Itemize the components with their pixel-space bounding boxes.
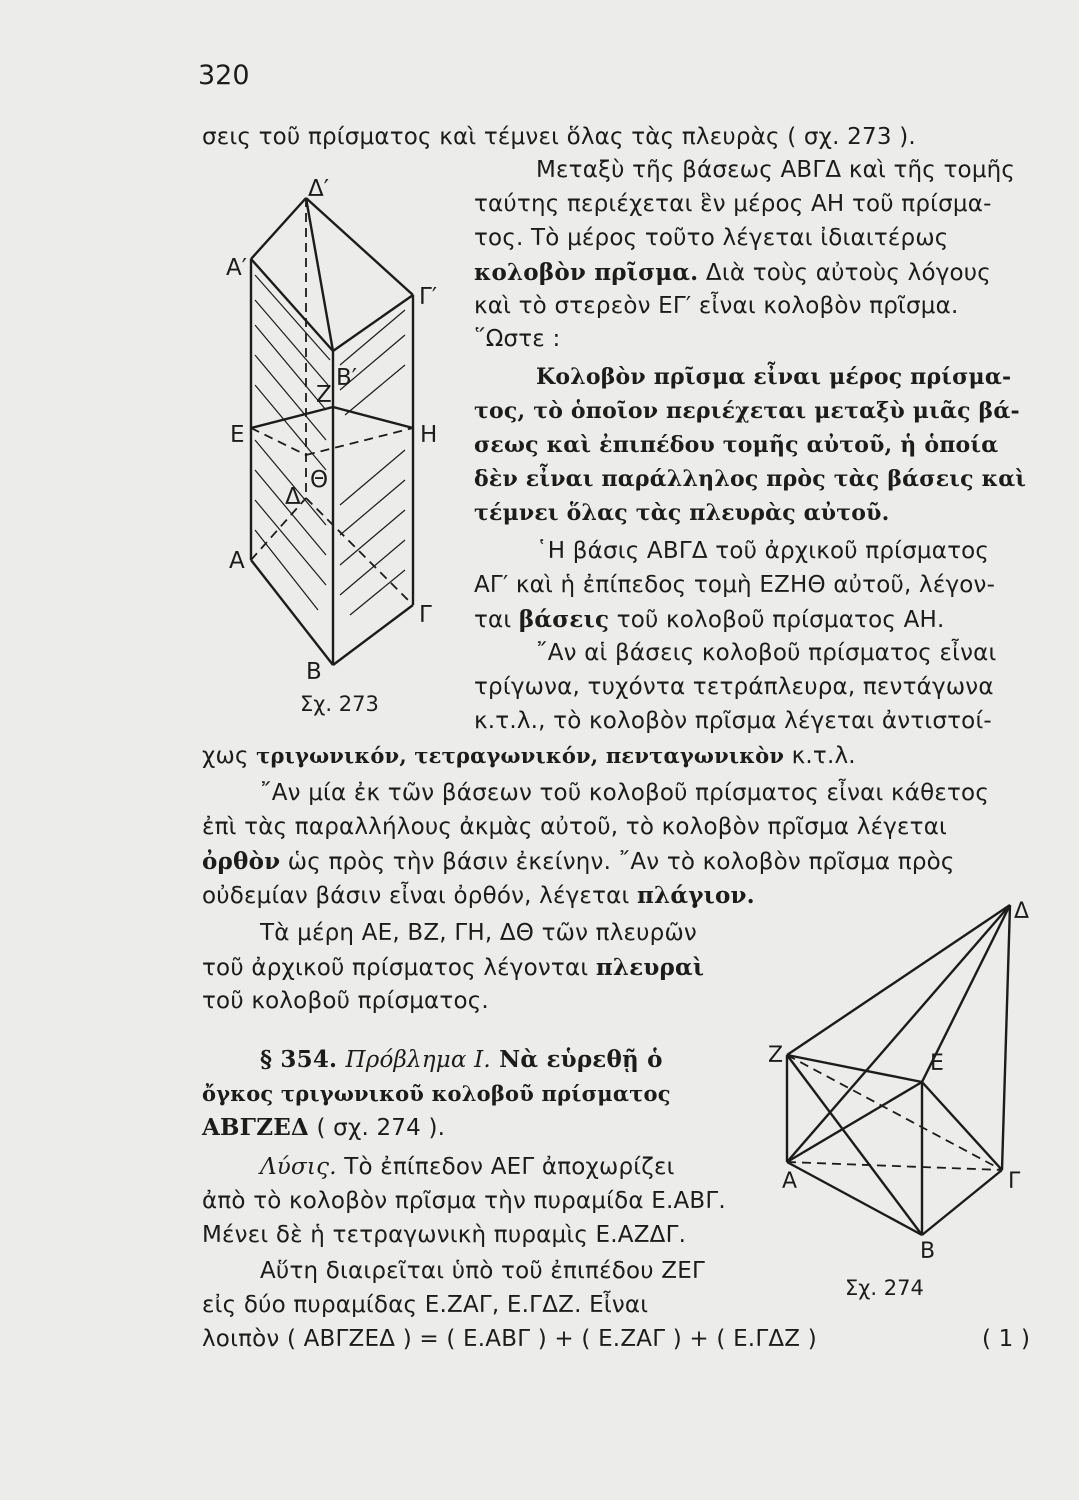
text-line — [202, 846, 955, 878]
text-line: Αὕτη διαιρεῖται ὑπὸ τοῦ ἐπιπέδου ΖΕΓ — [260, 1258, 705, 1284]
text-span: κ.τ.λ. — [784, 743, 856, 769]
label-D: Δ — [285, 484, 301, 510]
term-vaseis: βάσεις — [518, 606, 610, 633]
definition-line: τος, τὸ ὁποῖον περιέχεται μεταξὺ μιᾶς βά- — [474, 398, 1020, 424]
label-A: Α — [782, 1169, 798, 1194]
label-B: Β — [306, 659, 322, 685]
text-line: ῎Αν αἱ βάσεις κολοβοῦ πρίσματος εἶναι — [536, 640, 997, 666]
solution-label: Λύσις. — [260, 1154, 337, 1180]
text-line: κ.τ.λ., τὸ κολοβὸν πρῖσμα λέγεται ἀντιστοί- — [474, 708, 992, 734]
equation-number: ( 1 ) — [982, 1326, 1031, 1352]
text-line: τρίγωνα, τυχόντα τετράπλευρα, πεντάγωνα — [474, 674, 994, 700]
label-Z: Ζ — [316, 382, 332, 408]
fig273-caption: Σχ. 273 — [300, 692, 379, 716]
label-D: Δ — [1014, 899, 1030, 924]
definition-line: τέμνει ὅλας τὰς πλευρὰς αὐτοῦ. — [474, 500, 890, 526]
text-line — [202, 1112, 445, 1144]
text-line — [474, 604, 945, 636]
fig274-caption: Σχ. 274 — [845, 1276, 924, 1300]
text-line — [202, 880, 755, 912]
figure-274 — [762, 890, 1052, 1264]
text-line: ἐπὶ τὰς παραλλήλους ἀκμὰς αὐτοῦ, τὸ κολοβὸν πρῖσμα λέγεται — [202, 814, 948, 840]
text-line: ΑΓ′ καὶ ἡ ἐπίπεδος τομὴ ΕΖΗΘ αὐτοῦ, λέγον- — [474, 572, 996, 598]
text-line: τοῦ κολοβοῦ πρίσματος. — [202, 988, 489, 1014]
text-line: ῎Αν μία ἐκ τῶν βάσεων τοῦ κολοβοῦ πρίσματος εἶναι κάθετος — [260, 780, 990, 806]
figure-273 — [222, 175, 462, 715]
text-line: τος. Τὸ μέρος τοῦτο λέγεται ἰδιαιτέρως — [474, 225, 949, 251]
definition-line: Κολοβὸν πρῖσμα εἶναι μέρος πρίσμα- — [536, 364, 1012, 390]
text-span: οὐδεμίαν βάσιν εἶναι ὀρθόν, λέγεται — [202, 883, 637, 909]
page-number: 320 — [198, 60, 250, 91]
term-orthon: ὀρθὸν — [202, 848, 281, 875]
term-plagion: πλάγιον. — [636, 882, 755, 909]
label-A: Α — [229, 548, 245, 574]
section-number: § 354. — [260, 1046, 346, 1073]
text-line: εἰς δύο πυραμίδας Ε.ΖΑΓ, Ε.ΓΔΖ. Εἶναι — [202, 1292, 649, 1318]
label-B: Β — [920, 1239, 936, 1264]
text-span: ( σχ. 274 ). — [308, 1115, 446, 1141]
text-line: σεις τοῦ πρίσματος καὶ τέμνει ὅλας τὰς πλευρὰς ( σχ. 273 ). — [202, 124, 916, 150]
problem-label: Πρόβλημα Ι. — [345, 1047, 491, 1073]
label-D1: Δ′ — [308, 176, 329, 202]
problem-statement: Νὰ εὑρεθῇ ὁ — [490, 1046, 663, 1073]
label-G1: Γ′ — [419, 284, 438, 310]
term-pleurai: πλευραὶ — [595, 954, 705, 981]
text-line — [202, 740, 856, 772]
text-line: Τὰ μέρη ΑΕ, ΒΖ, ΓΗ, ΔΘ τῶν πλευρῶν — [260, 920, 697, 946]
label-TH: Θ — [310, 467, 329, 493]
label-Z: Ζ — [768, 1043, 784, 1068]
definition-line: δὲν εἶναι παράλληλος πρὸς τὰς βάσεις καὶ — [474, 466, 1027, 492]
label-G: Γ — [419, 602, 432, 628]
label-G: Γ — [1008, 1169, 1021, 1194]
text-line — [202, 952, 704, 984]
label-E: Ε — [930, 1051, 944, 1076]
text-line — [260, 1152, 675, 1183]
text-line: καὶ τὸ στερεὸν ΕΓ′ εἶναι κολοβὸν πρῖσμα. — [474, 293, 959, 319]
text-span: Διὰ τοὺς αὐτοὺς λόγους — [698, 260, 992, 286]
text-span: τοῦ ἀρχικοῦ πρίσματος λέγονται — [202, 955, 596, 981]
label-B1: Β′ — [336, 365, 358, 391]
label-A1: Α′ — [226, 255, 247, 281]
text-line: Μεταξὺ τῆς βάσεως ΑΒΓΔ καὶ τῆς τομῆς — [536, 157, 1016, 183]
label-H: Η — [420, 422, 438, 448]
label-E: Ε — [230, 422, 245, 448]
definition-line: σεως καὶ ἐπιπέδου τομῆς αὐτοῦ, ἡ ὁποία — [474, 432, 999, 458]
text-line: ῞Ωστε : — [474, 326, 561, 352]
term-kolovon-prisma: κολοβὸν πρῖσμα. — [474, 259, 699, 286]
text-span: ὡς πρὸς τὴν βάσιν ἐκείνην. ῎Αν τὸ κολοβὸν πρῖσμα πρὸς — [280, 849, 955, 875]
equation-line: λοιπὸν ( ΑΒΓΖΕΔ ) = ( Ε.ΑΒΓ ) + ( Ε.ΖΑΓ ) + ( Ε.ΓΔΖ ) — [202, 1326, 817, 1352]
text-span: χως — [202, 743, 257, 769]
text-line — [474, 257, 991, 289]
section-heading — [260, 1044, 663, 1076]
term-list: τριγωνικόν, τετραγωνικόν, πενταγωνικὸν — [256, 743, 785, 768]
text-span: Τὸ ἐπίπεδον ΑΕΓ ἀποχωρίζει — [336, 1154, 675, 1180]
solid-name: ΑΒΓΖΕΔ — [202, 1114, 309, 1141]
problem-statement-line: ὄγκος τριγωνικοῦ κολοβοῦ πρίσματος — [202, 1081, 671, 1106]
text-line: ῾Η βάσις ΑΒΓΔ τοῦ ἀρχικοῦ πρίσματος — [536, 538, 990, 564]
text-line: ταύτης περιέχεται ἓν μέρος ΑΗ τοῦ πρίσμα- — [474, 191, 992, 217]
text-line: Μένει δὲ ἡ τετραγωνικὴ πυραμὶς Ε.ΑΖΔΓ. — [202, 1222, 687, 1248]
text-span: τοῦ κολοβοῦ πρίσματος ΑΗ. — [609, 607, 945, 633]
text-line: ἀπὸ τὸ κολοβὸν πρῖσμα τὴν πυραμίδα Ε.ΑΒΓ. — [202, 1188, 726, 1214]
text-span: ται — [474, 607, 519, 633]
